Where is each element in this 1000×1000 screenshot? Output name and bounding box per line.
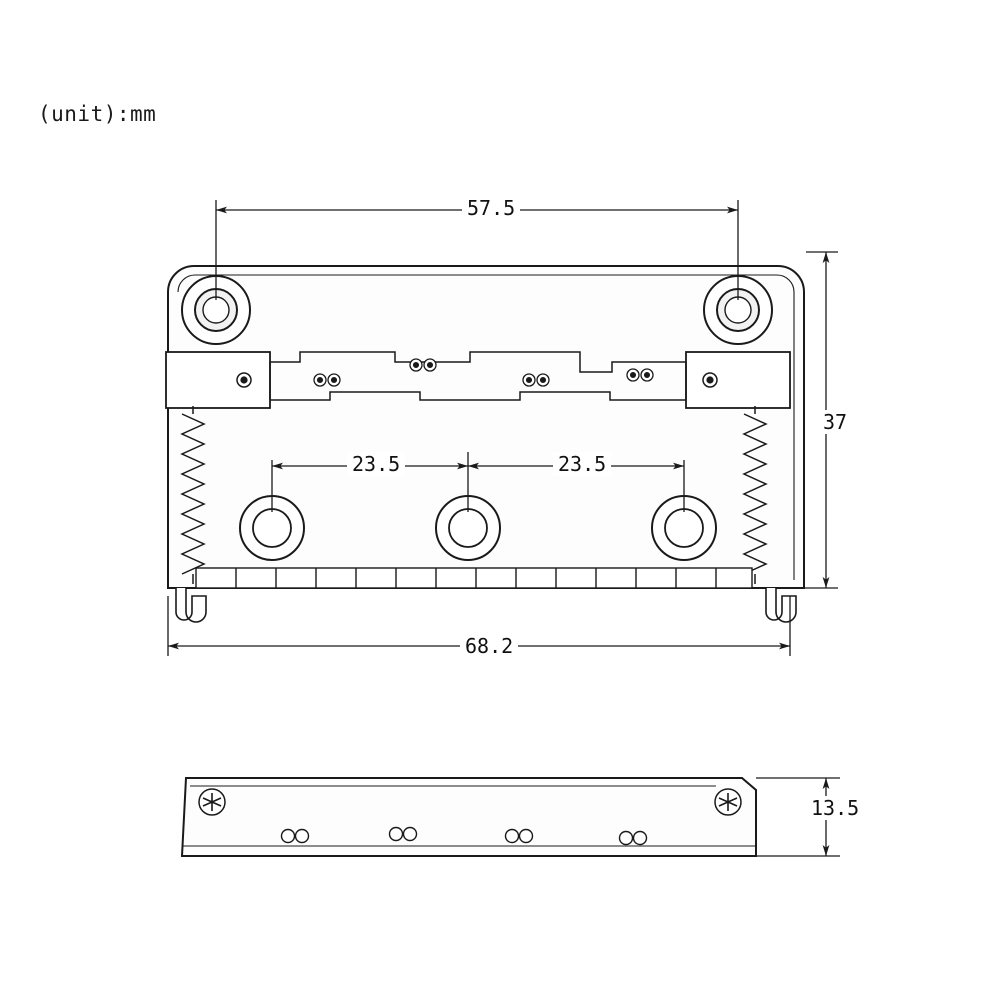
side-view-body [182, 778, 756, 856]
dimension-label-68-2: 68.2 [460, 634, 518, 658]
dimension-label-37: 37 [818, 410, 852, 434]
unit-note: (unit):mm [38, 102, 157, 126]
bottom-comb-strip [196, 568, 752, 588]
dimension-label-13-5: 13.5 [806, 796, 864, 820]
dimension-label-23-5-left: 23.5 [347, 452, 405, 476]
bridge-feet [176, 588, 796, 622]
dimension-label-23-5-right: 23.5 [553, 452, 611, 476]
dimension-label-57-5: 57.5 [462, 196, 520, 220]
